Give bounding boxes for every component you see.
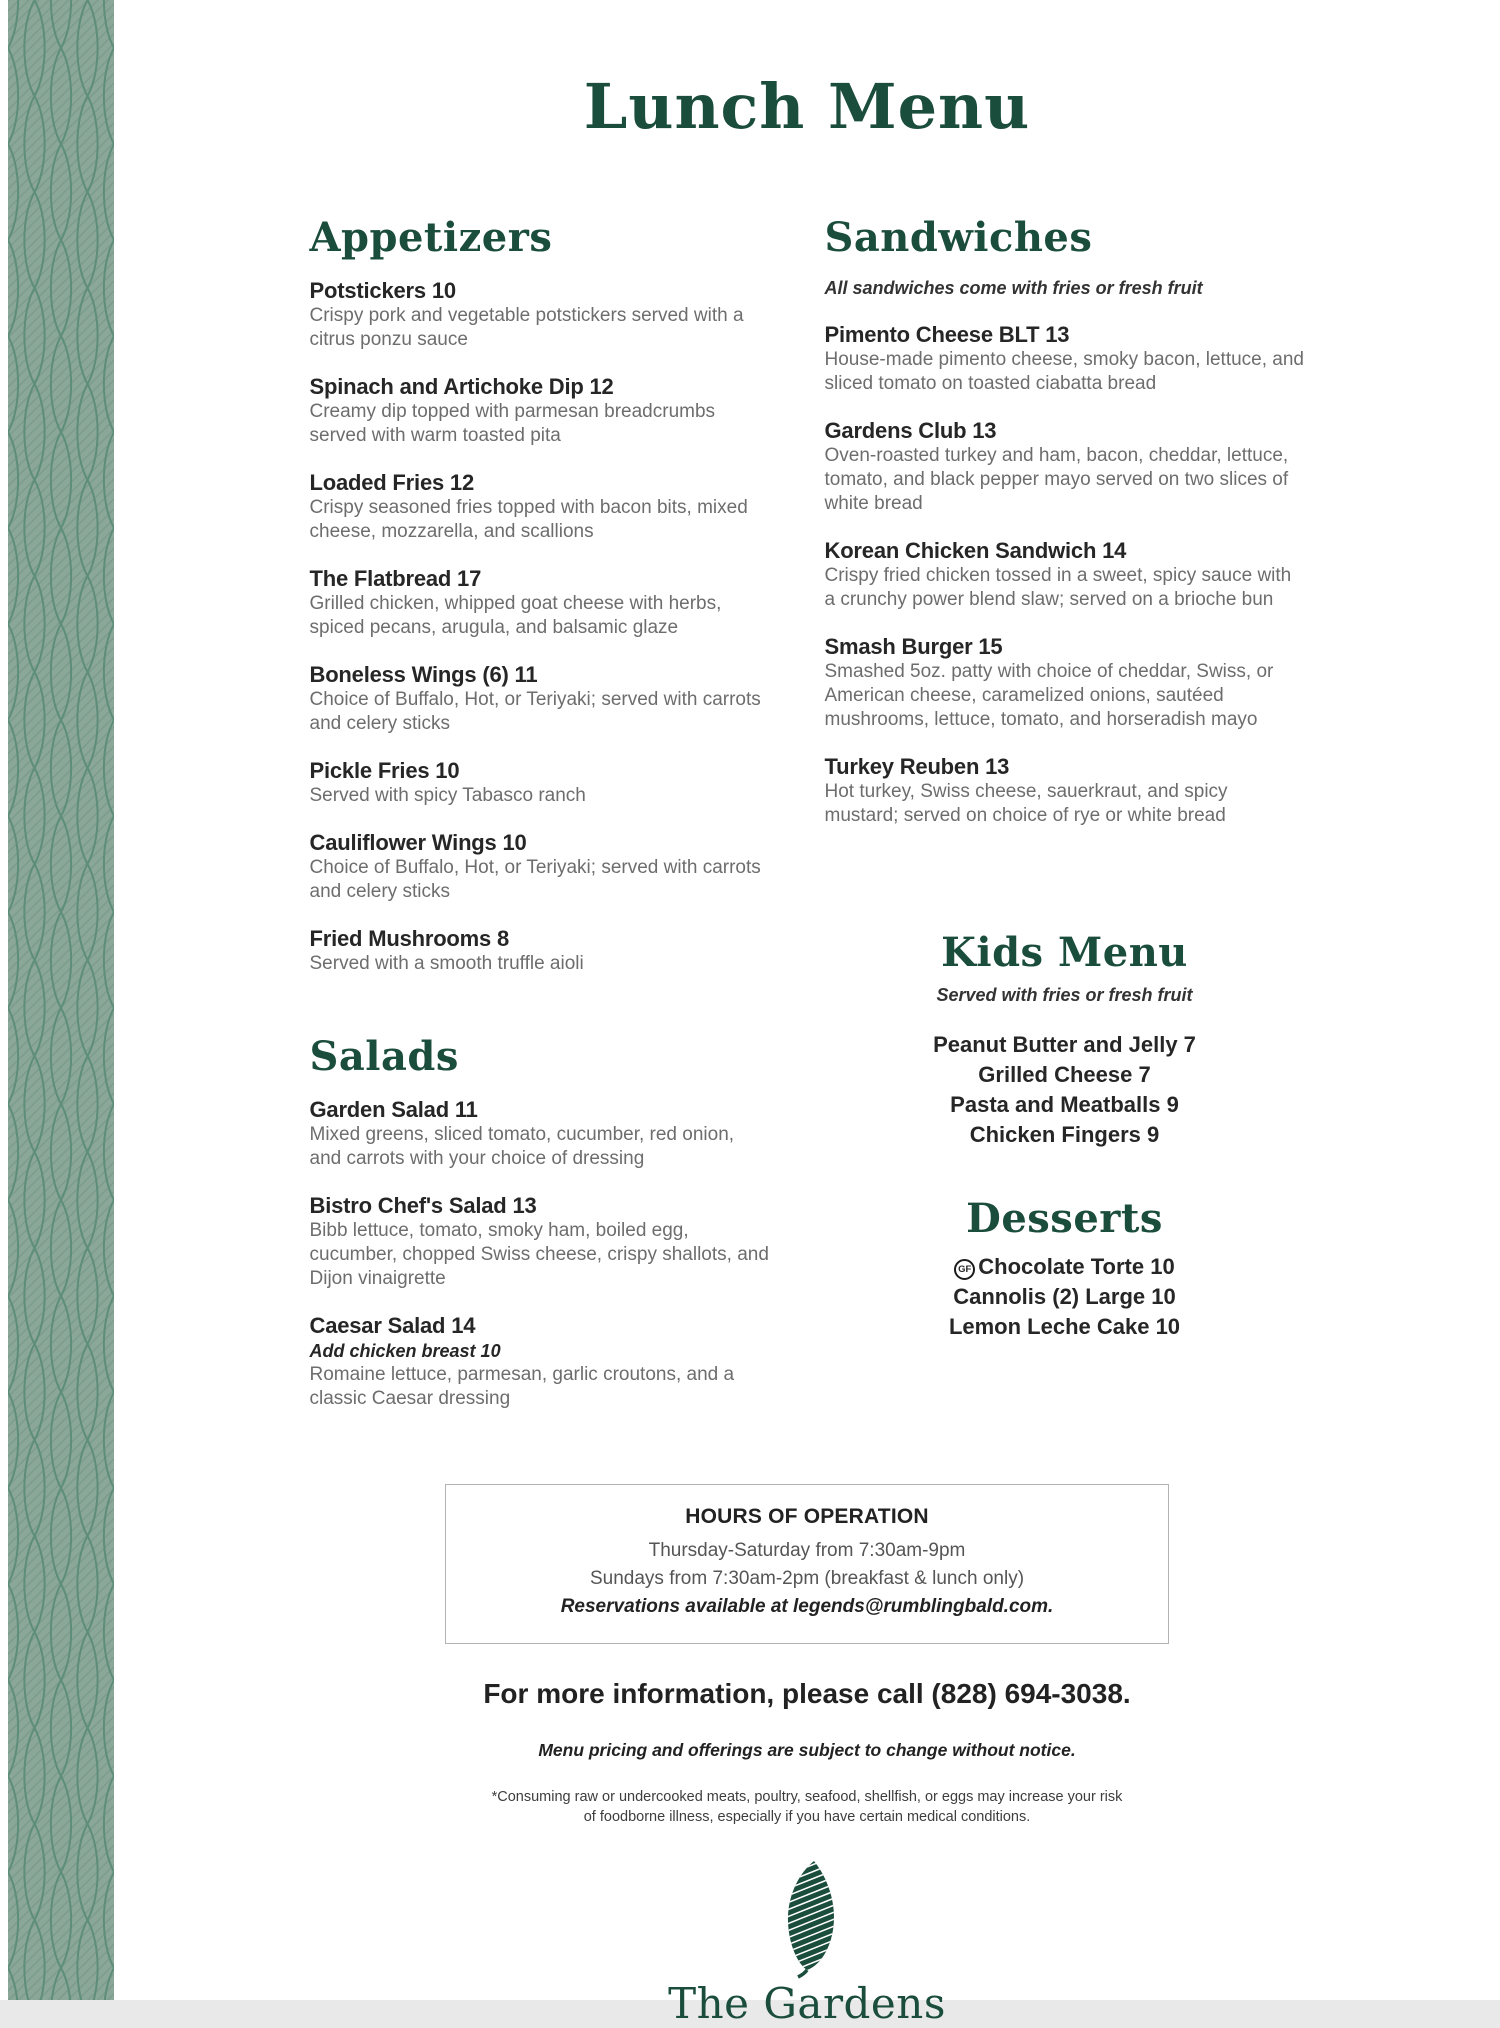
menu-item [310, 757, 770, 808]
pricing-note: Menu pricing and offerings are subject to change without notice. [538, 1740, 1076, 1760]
restaurant-logo [114, 1859, 1500, 1977]
dessert-item [825, 1252, 1305, 1282]
desserts-section [825, 1194, 1305, 1342]
kids-menu-note: Served with fries or fresh fruit [936, 985, 1193, 1005]
hours-line: Sundays from 7:30am-2pm (breakfast & lunch only) [589, 1568, 1025, 1589]
item-description: Creamy dip topped with parmesan breadcrumbs served with warm toasted pita [309, 401, 716, 446]
kids-menu-heading: Kids Menu [941, 929, 1188, 976]
dessert-item-label: Chocolate Torte 10 [978, 1254, 1175, 1279]
menu-item [310, 925, 770, 976]
item-name: Spinach and Artichoke Dip 12 [309, 374, 614, 399]
dessert-item: Cannolis (2) Large 10 [953, 1284, 1176, 1309]
item-name: Smash Burger 15 [824, 634, 1003, 659]
item-description: Crispy pork and vegetable potstickers served with a citrus ponzu sauce [309, 305, 744, 350]
menu-item [825, 537, 1305, 612]
reservations-note: Reservations available at legends@rumblingbald.com. [560, 1596, 1054, 1617]
salads-heading: Salads [309, 1033, 459, 1080]
hours-of-operation-box [445, 1484, 1169, 1644]
kids-menu-items [825, 1030, 1305, 1150]
menu-item [825, 417, 1305, 516]
menu-item [310, 1096, 770, 1171]
appetizers-heading: Appetizers [309, 214, 553, 261]
phone-info-line: For more information, please call (828) 694-3038. [483, 1678, 1131, 1709]
sandwiches-heading: Sandwiches [824, 214, 1093, 261]
menu-item [310, 565, 770, 640]
item-description: Bibb lettuce, tomato, smoky ham, boiled egg, cucumber, chopped Swiss cheese, crispy shallots, and Dijon vinaigrette [309, 1220, 769, 1289]
menu-item [310, 829, 770, 904]
right-column [825, 213, 1305, 1432]
hours-line: Thursday-Saturday from 7:30am-9pm [648, 1540, 966, 1561]
left-column [310, 213, 770, 1432]
kids-item: Grilled Cheese 7 [978, 1062, 1151, 1087]
item-name: Pimento Cheese BLT 13 [824, 322, 1070, 347]
item-description: Choice of Buffalo, Hot, or Teriyaki; served with carrots and celery sticks [309, 689, 761, 734]
item-name: The Flatbread 17 [309, 566, 482, 591]
menu-content [114, 0, 1500, 2028]
item-name: Gardens Club 13 [824, 418, 997, 443]
menu-item [825, 321, 1305, 396]
item-description: Mixed greens, sliced tomato, cucumber, red onion, and carrots with your choice of dressing [309, 1124, 735, 1169]
item-description: House-made pimento cheese, smoky bacon, lettuce, and sliced tomato on toasted ciabatta bread [824, 349, 1304, 394]
gluten-free-icon: GF [954, 1259, 975, 1280]
item-description: Romaine lettuce, parmesan, garlic croutons, and a classic Caesar dressing [309, 1364, 735, 1409]
item-name: Cauliflower Wings 10 [309, 830, 527, 855]
menu-item [310, 373, 770, 448]
consumption-disclaimer: *Consuming raw or undercooked meats, poultry, seafood, shellfish, or eggs may increase your risk of foodborne illness, especially if you have certain medical conditions. [491, 1789, 1123, 1825]
item-description: Served with spicy Tabasco ranch [309, 785, 586, 806]
desserts-heading: Desserts [966, 1195, 1163, 1242]
kids-menu-section [825, 928, 1305, 1150]
item-addon-note: Add chicken breast 10 [309, 1341, 501, 1361]
hours-heading: HOURS OF OPERATION [685, 1505, 929, 1528]
menu-item [310, 661, 770, 736]
kids-item: Peanut Butter and Jelly 7 [933, 1032, 1196, 1057]
item-description: Hot turkey, Swiss cheese, sauerkraut, and spicy mustard; served on choice of rye or white bread [824, 781, 1228, 826]
menu-columns [310, 213, 1305, 1432]
leaf-logo-icon [767, 1859, 847, 1977]
decorative-border [8, 0, 114, 2000]
menu-item [310, 1312, 770, 1411]
kids-item: Chicken Fingers 9 [969, 1122, 1160, 1147]
menu-item [310, 277, 770, 352]
item-name: Boneless Wings (6) 11 [309, 662, 538, 687]
page-title: Lunch Menu [583, 70, 1031, 143]
sandwiches-note: All sandwiches come with fries or fresh fruit [824, 278, 1203, 298]
item-description: Grilled chicken, whipped goat cheese with herbs, spiced pecans, arugula, and balsamic glaze [309, 593, 722, 638]
item-name: Loaded Fries 12 [309, 470, 475, 495]
item-description: Served with a smooth truffle aioli [309, 953, 584, 974]
item-name: Garden Salad 11 [309, 1097, 478, 1122]
item-name: Caesar Salad 14 [309, 1313, 476, 1338]
item-name: Turkey Reuben 13 [824, 754, 1010, 779]
item-name: Pickle Fries 10 [309, 758, 460, 783]
item-description: Crispy seasoned fries topped with bacon bits, mixed cheese, mozzarella, and scallions [309, 497, 748, 542]
leaf-lattice-pattern [8, 0, 114, 2000]
item-name: Bistro Chef's Salad 13 [309, 1193, 537, 1218]
item-description: Crispy fried chicken tossed in a sweet, spicy sauce with a crunchy power blend slaw; served on a brioche bun [824, 565, 1292, 610]
menu-item [310, 1192, 770, 1291]
menu-item [310, 469, 770, 544]
item-name: Fried Mushrooms 8 [309, 926, 510, 951]
item-name: Potstickers 10 [309, 278, 456, 303]
item-name: Korean Chicken Sandwich 14 [824, 538, 1127, 563]
kids-item: Pasta and Meatballs 9 [950, 1092, 1179, 1117]
restaurant-name: The Gardens [668, 1979, 946, 2028]
menu-item [825, 633, 1305, 732]
item-description: Oven-roasted turkey and ham, bacon, cheddar, lettuce, tomato, and black pepper mayo served on two slices of white bread [824, 445, 1289, 514]
item-description: Choice of Buffalo, Hot, or Teriyaki; served with carrots and celery sticks [309, 857, 761, 902]
dessert-item: Lemon Leche Cake 10 [948, 1314, 1181, 1339]
item-description: Smashed 5oz. patty with choice of cheddar, Swiss, or American cheese, caramelized onions, sautéed mushrooms, lettuce, tomato, and horseradish mayo [824, 661, 1274, 730]
menu-item [825, 753, 1305, 828]
desserts-items [825, 1252, 1305, 1342]
